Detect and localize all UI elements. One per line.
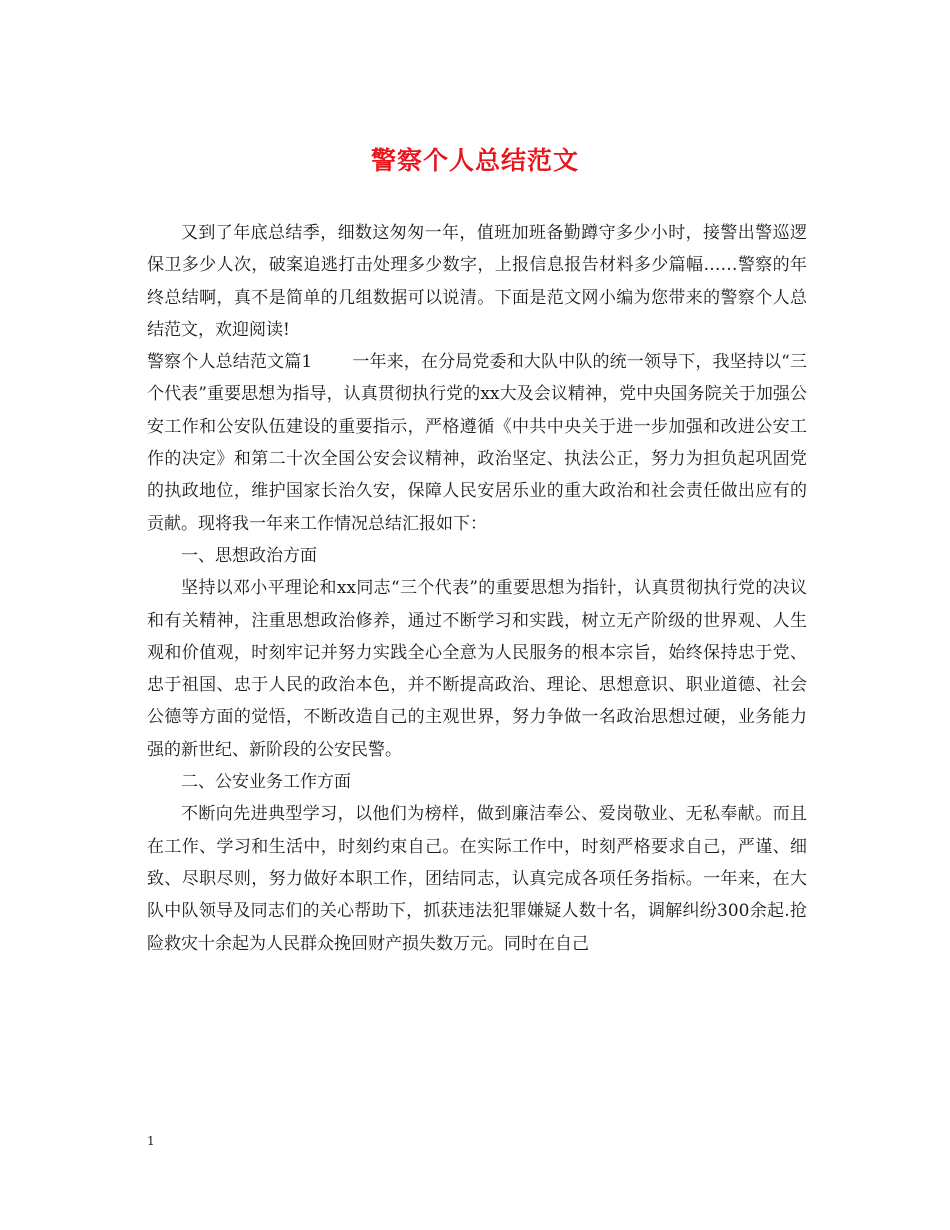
document-body bbox=[147, 217, 807, 960]
section-paragraph-police-work: 不断向先进典型学习，以他们为榜样，做到廉洁奉公、爱岗敬业、无私奉献。而且在工作、学习和生活中，时刻约束自己。在实际工作中，时刻严格要求自己，严谨、细致、尽职尽则，努力做好本职工作，团结同志，认真完成各项任务指标。一年来，在大队中队领导及同志们的关心帮助下，抓获违法犯罪嫌疑人数十名，调解纠纷300余起.抢险救灾十余起为人民群众挽回财产损失数万元。同时在自己 bbox=[147, 804, 807, 954]
section-heading-politics: 一、思想政治方面 bbox=[181, 545, 317, 566]
document-title: 警察个人总结范文 bbox=[370, 146, 579, 175]
page-number: 1 bbox=[147, 1134, 155, 1148]
intro-paragraph: 又到了年底总结季，细数这匆匆一年，值班加班备勤蹲守多少小时，接警出警巡逻保卫多少人次，破案追逃打击处理多少数字，上报信息报告材料多少篇幅……警察的年终总结啊，真不是简单的几组数据可以说清。下面是范文网小编为您带来的警察个人总结范文，欢迎阅读! bbox=[147, 223, 807, 340]
section-heading-police-work: 二、公安业务工作方面 bbox=[181, 772, 351, 793]
sample-label: 警察个人总结范文篇1 bbox=[147, 352, 313, 373]
section-paragraph-politics: 坚持以邓小平理论和xx同志“三个代表”的重要思想为指针，认真贯彻执行党的决议和有关精神，注重思想政治修养，通过不断学习和实践，树立无产阶级的世界观、人生观和价值观，时刻牢记并努力实践全心全意为人民服务的根本宗旨，始终保持忠于党、忠于祖国、忠于人民的政治本色，并不断提高政治、理论、思想意识、职业道德、社会公德等方面的觉悟，不断改造自己的主观世界，努力争做一名政治思想过硬，业务能力强的新世纪、新阶段的公安民警。 bbox=[147, 578, 807, 760]
sample-body: 一年来，在分局党委和大队中队的统一领导下，我坚持以“三个代表”重要思想为指导，认真贯彻执行党的xx大及会议精神，党中央国务院关于加强公安工作和公安队伍建设的重要指示，严格遵循《中共中央关于进一步加强和改进公安工作的决定》和第二十次全国公安会议精神，政治坚定、执法公正，努力为担负起巩固党的执政地位，维护国家长治久安，保障人民安居乐业的重大政治和社会责任做出应有的贡献。现将我一年来工作情况总结汇报如下： bbox=[147, 352, 807, 534]
sample-paragraph bbox=[147, 346, 807, 540]
